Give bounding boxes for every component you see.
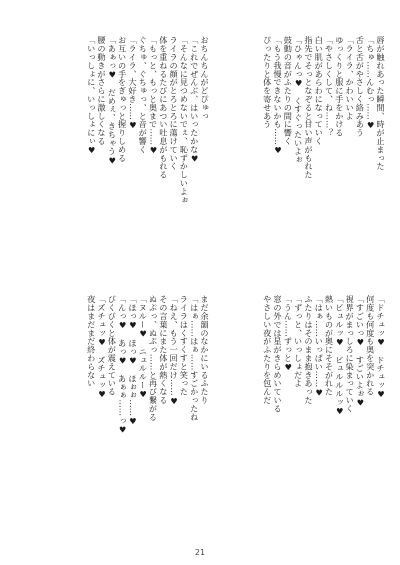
text-line: 「これでぜんぶ、はいったかな♥ bbox=[189, 36, 200, 164]
text-line: 「やさしくして、ね……？ bbox=[324, 36, 335, 137]
text-line: 視界がまっしろに染まっていく bbox=[345, 295, 356, 413]
text-line: 白い肌があらわになっていく bbox=[314, 36, 325, 146]
text-line: おちんちんがどぴゅっ bbox=[200, 36, 210, 120]
text-line: 「もっと、もっと奥まで……♥ bbox=[148, 36, 159, 156]
text-line: 「ねえ、もう一回だけ……♥ bbox=[169, 295, 180, 406]
text-line: やさしい夜がふたりを包んだ bbox=[262, 295, 273, 405]
page-number: 21 bbox=[194, 548, 206, 557]
text-line: 「んっ♥ あっ♥ あぁぁ……っ♥ bbox=[117, 295, 128, 435]
text-line: 「ライラ、大好き……♥ bbox=[127, 36, 138, 131]
text-line: びくびくと体が震えている bbox=[107, 295, 118, 396]
text-line: 「あぁっ♥ だめぇ、きちゃう♥ bbox=[107, 36, 118, 166]
text-block-bottom-left bbox=[34, 295, 210, 527]
text-line: 夜はまだまだ終わらない bbox=[86, 295, 97, 388]
text-line: 「うん……ずっと♥ bbox=[283, 295, 294, 373]
text-block-top-left bbox=[34, 36, 210, 268]
text-line: 窓の外では星がきらめいている bbox=[273, 295, 284, 413]
text-line: 何度も何度も奥を突かれる bbox=[365, 295, 376, 396]
text-line: ゆっくりと服に手をかける bbox=[334, 36, 345, 137]
text-line: 「はぁ……はぁ……すごかったね bbox=[189, 295, 200, 421]
text-line: 腰の動きがさらに激しくなる bbox=[97, 36, 108, 146]
text-line: ぴったりと体を寄せあう bbox=[262, 36, 273, 129]
text-line: まだ余韻のなかにいるふたり bbox=[200, 295, 210, 405]
text-line: ライラはくすくすと笑った bbox=[179, 295, 190, 396]
text-line: 熱いものが奥にそそがれた bbox=[324, 295, 335, 396]
text-line: 体を重ねるたびにあつい吐息がもれる bbox=[158, 36, 169, 179]
text-line: 「ちゅ……んむっ……♥ bbox=[365, 36, 376, 131]
text-line: ライラの顔がとろとろに蕩けていく bbox=[169, 36, 180, 171]
text-line: 「すごいっ♥ すごいよぉ♥ bbox=[355, 295, 366, 408]
text-line: 「ドチュッ♥ ドチュッ♥ bbox=[376, 295, 386, 400]
text-line: 「ズチュッ♥ ズチュッ♥ bbox=[97, 295, 108, 400]
text-line: 「ライラ、かわいいよ bbox=[345, 36, 356, 120]
text-line: ふたりはそのまま抱きあった bbox=[303, 295, 314, 405]
text-line: ぬぷっ、ぬぷっ……と再び繋がる bbox=[148, 295, 159, 421]
text-line: 「もう我慢できないかも……♥ bbox=[273, 36, 284, 156]
text-line: 「ビュルッ♥ ビュルルルッ♥ bbox=[334, 295, 345, 417]
text-line: 鼓動の音がふたりの間に響く bbox=[283, 36, 294, 146]
text-line: 指先でそっとなぞると甘い声がもれた bbox=[303, 36, 314, 179]
text-line: 「そんなに見つめないでぇ、恥ずかしいよぉ bbox=[179, 36, 190, 204]
text-line: 「いっしょに、いっしょにぃ♥ bbox=[86, 36, 97, 156]
text-line: ぐちゅ、ぐちゅっ、と音が響く bbox=[138, 36, 149, 154]
text-line: 「ひゃんっ♥ くすぐったいよぉ bbox=[293, 36, 304, 164]
text-line: 「ほっ♥ ほっ♥ ほぉぉ……♥ bbox=[127, 295, 138, 427]
text-block-bottom-right bbox=[210, 295, 386, 527]
text-line: 「はぁ……いっぱい……♥ bbox=[314, 295, 325, 398]
text-line: 唇が触れあった瞬間、時が止まった bbox=[376, 36, 386, 171]
text-line: 「ヌルー♥ ニュルルー♥ bbox=[138, 295, 149, 400]
text-line: その言葉にまた体が熱くなる bbox=[158, 295, 169, 405]
text-line: お互いの手をぎゅっと握りしめる bbox=[117, 36, 128, 162]
text-line: 「ずっと、いっしょだよ bbox=[293, 295, 304, 388]
text-block-top-right bbox=[210, 36, 386, 268]
text-line: 舌と舌がやさしく絡みあう bbox=[355, 36, 366, 137]
